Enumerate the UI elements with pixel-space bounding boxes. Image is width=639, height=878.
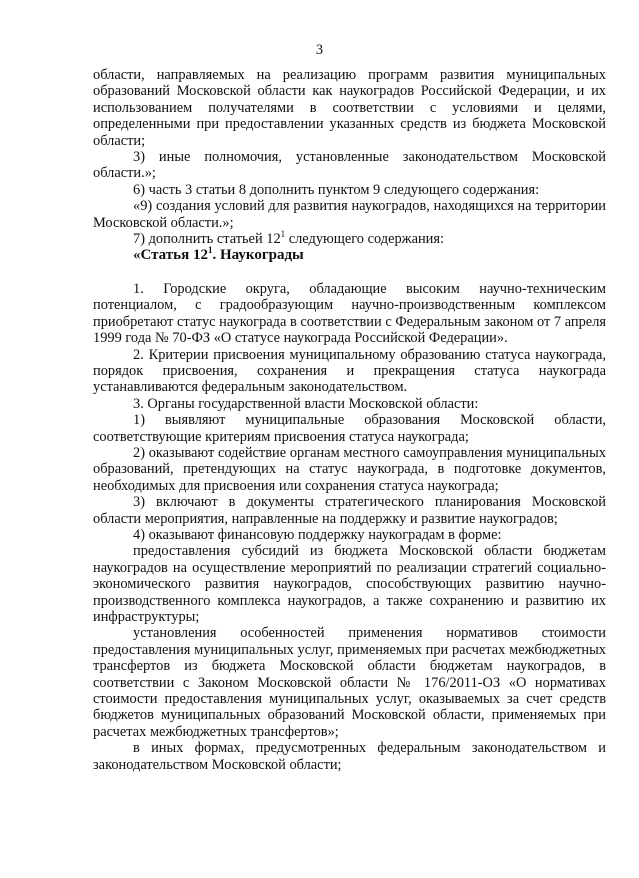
paragraph-subitem-3: 3) включают в документы стратегического планирования Московской области мероприятия, направленные на поддержку и развитие наукоградов; [93, 494, 606, 527]
paragraph-clause-3: 3. Органы государственной власти Московской области: [133, 395, 479, 412]
amendment-7-text: 7) дополнить статьей 12 [133, 231, 281, 248]
document-body [93, 67, 606, 773]
paragraph-amendment-7 [93, 231, 606, 247]
paragraph-subitem-4: 4) оказывают финансовую поддержку наукоградам в форме: [133, 526, 502, 543]
amendment-7-tail: следующего содержания: [285, 231, 444, 248]
paragraph-clause-2: 2. Критерии присвоения муниципальному образованию статуса наукограда, порядок присвоения, сохранения и прекращения статуса наукограда устанавливаются федеральным законодательством. [93, 346, 606, 396]
paragraph-form-other: в иных формах, предусмотренных федеральным законодательством и законодательством Московской области; [93, 740, 606, 773]
paragraph-item-9: «9) создания условий для развития наукоградов, находящихся на территории Московской области.»; [93, 198, 606, 231]
paragraph-form-subsidies: предоставления субсидий из бюджета Московской области бюджетам наукоградов на осуществление мероприятий по реализации стратегий социально-экономического развития наукоградов, способствующих развитию научно-производственного комплекса наукоградов, а также сохранению и развитию их инфраструктуры; [93, 543, 606, 625]
article-heading-suffix: . Наукограды [212, 247, 304, 264]
paragraph-subitem-1: 1) выявляют муниципальные образования Московской области, соответствующие критериям присвоения статуса наукограда; [93, 412, 606, 445]
article-heading [93, 247, 606, 263]
page-number: 3 [315, 42, 324, 58]
article-heading-superscript: 1 [207, 245, 213, 256]
paragraph-clause-1: 1. Городские округа, обладающие высоким научно-техническим потенциалом, с градообразующим научно-производственным комплексом приобретают статус наукограда в соответствии с Федеральным законом от 7 апреля 1999 года № 70-ФЗ «О статусе наукограда Российской Федерации». [93, 280, 606, 347]
amendment-7-superscript: 1 [280, 229, 286, 240]
paragraph-item-3: 3) иные полномочия, установленные законодательством Московской области.»; [93, 149, 606, 182]
paragraph-continuation: области, направляемых на реализацию программ развития муниципальных образований Московской области как наукоградов Российской Федерации, и их использованием получателями в соответствии с условиями и целями, определенными при предоставлении указанных средств из бюджета Московской области; [93, 67, 606, 149]
paragraph-form-norms: установления особенностей применения нормативов стоимости предоставления муниципальных услуг, применяемых при расчетах межбюджетных трансфертов из бюджета Московской области бюджетам наукоградов, в соответствии с Законом Московской области № 176/2011-ОЗ «О нормативах стоимости предоставления муниципальных услуг, оказываемых за счет средств бюджетов муниципальных образований Московской области, применяемых при расчетах межбюджетных трансфертов»; [93, 625, 606, 740]
article-heading-prefix: «Статья 12 [133, 247, 208, 264]
paragraph-subitem-2: 2) оказывают содействие органам местного самоуправления муниципальных образований, претендующих на статус наукограда, в подготовке документов, необходимых для присвоения или сохранения статуса наукограда; [93, 444, 606, 494]
paragraph-amendment-6: 6) часть 3 статьи 8 дополнить пунктом 9 следующего содержания: [133, 181, 540, 198]
